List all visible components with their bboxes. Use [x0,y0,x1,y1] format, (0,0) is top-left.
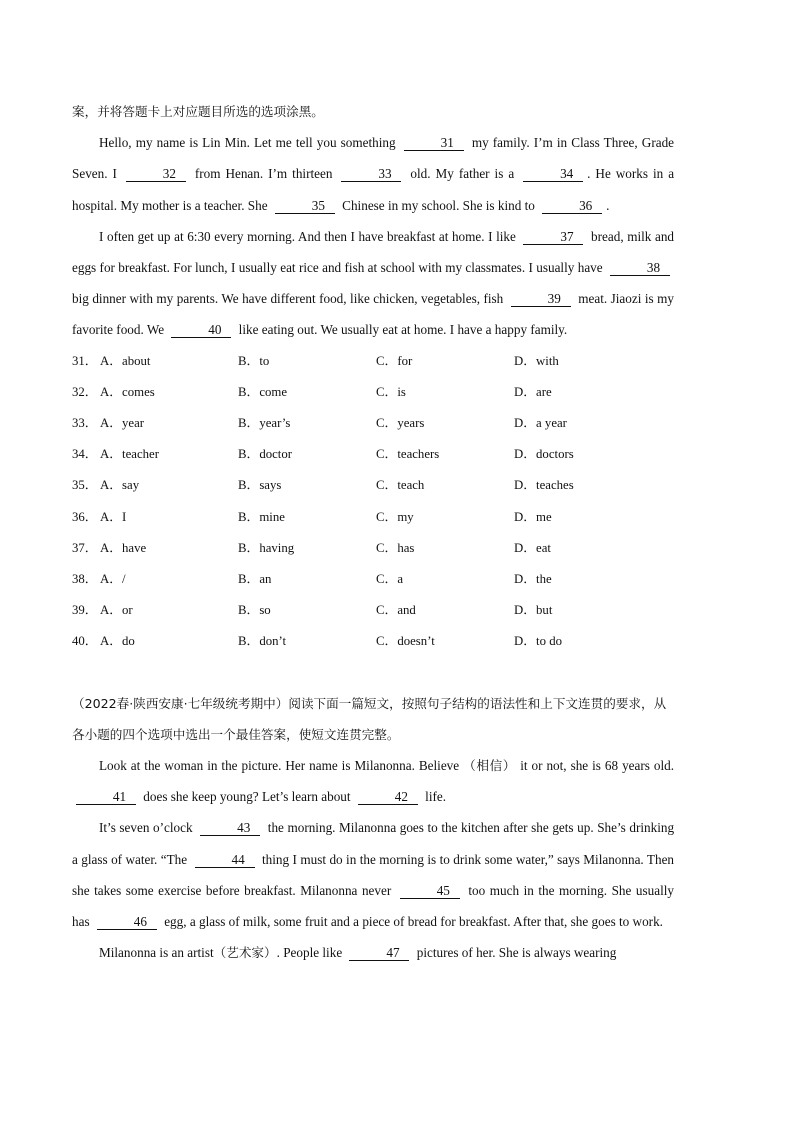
option-row-35: 35． A．say B．says C．teach D．teaches [72,470,674,501]
section-spacer [72,658,674,688]
option-row-40: 40． A．do B．don’t C．doesn’t D．to do [72,626,674,657]
option-b[interactable]: B．having [238,540,295,555]
option-d[interactable]: D．doctors [514,447,574,462]
blank-47[interactable]: 47 [349,946,409,961]
option-d[interactable]: D．but [514,603,553,618]
passage1-paragraph1: Hello, my name is Lin Min. Let me tell you something 31 my family. I’m in Class Three, Grade Seven. I 32 from Henan. I’m thirteen 33 old. My father is a 34 . He works in a hospital. My mother is a teacher. She 35 Chinese in my school. She is kind to 36 . [72,135,675,213]
option-row-36: 36． A．I B．mine C．my D．me [72,502,674,533]
passage2-paragraph2: It’s seven o’clock 43 the morning. Milanonna goes to the kitchen after she gets up. She’s drinking a glass of water. “The 44 thing I must do in the morning is to drink some water,” says Milanonna. Then she takes some exercise before breakfast. Milanonna never 45 too much in the morning. She usually has 46 egg, a glass of milk, some fruit and a piece of bread for breakfast. After that, she goes to work. [72,820,675,929]
option-row-38: 38． A．/ B．an C．a D．the [72,564,674,595]
option-row-37: 37． A．have B．having C．has D．eat [72,533,674,564]
blank-37[interactable]: 37 [523,230,583,245]
option-row-32: 32． A．comes B．come C．is D．are [72,377,674,408]
blank-31[interactable]: 31 [404,136,464,151]
option-d[interactable]: D．teaches [514,478,574,493]
blank-41[interactable]: 41 [76,790,136,805]
option-c[interactable]: C．a [376,571,404,586]
option-b[interactable]: B．doctor [238,447,293,462]
option-c[interactable]: C．is [376,384,406,399]
blank-38[interactable]: 38 [610,261,670,276]
option-c[interactable]: C．for [376,353,413,368]
option-b[interactable]: B．says [238,478,282,493]
option-c[interactable]: C．teachers [376,447,440,462]
option-d[interactable]: D．to do [514,634,562,649]
blank-43[interactable]: 43 [200,821,260,836]
blank-40[interactable]: 40 [171,323,231,338]
option-a[interactable]: A．do [100,634,135,649]
option-row-34: 34． A．teacher B．doctor C．teachers D．doctors [72,439,674,470]
blank-34[interactable]: 34 [523,167,583,182]
blank-39[interactable]: 39 [511,292,571,307]
option-a[interactable]: A．I [100,509,127,524]
option-a[interactable]: A．have [100,540,147,555]
instruction-tail: 案，并将答题卡上对应题目所选的选项涂黑。 [72,104,324,119]
blank-36[interactable]: 36 [542,199,602,214]
blank-44[interactable]: 44 [195,853,255,868]
option-b[interactable]: B．come [238,384,288,399]
passage2-paragraph3: Milanonna is an artist（艺术家）. People like 47 pictures of her. She is always wearing [99,945,617,961]
option-row-39: 39． A．or B．so C．and D．but [72,595,674,626]
option-c[interactable]: C．my [376,509,414,524]
document-page [72,96,674,968]
option-d[interactable]: D．the [514,571,552,586]
passage1-paragraph2: I often get up at 6:30 every morning. And then I have breakfast at home. I like 37 bread, milk and eggs for breakfast. For lunch, I usually eat rice and fish at school with my classmates. I usually have 38 big dinner with my parents. We have different food, like chicken, vegetables, fish 39 meat. Jiaozi is my favorite food. We 40 like eating out. We usually eat at home. I have a happy family. [72,228,675,338]
option-c[interactable]: C．doesn’t [376,634,435,649]
blank-46[interactable]: 46 [97,915,157,930]
option-c[interactable]: C．years [376,416,425,430]
section2-instructions: （2022春·陕西安康·七年级统考期中）阅读下面一篇短文，按照句子结构的语法性和上下文连贯的要求，从各小题的四个选项中选出一个最佳答案，使短文连贯完整。 [72,695,667,742]
option-b[interactable]: B．year’s [238,416,291,430]
option-c[interactable]: C．teach [376,478,425,493]
option-a[interactable]: A．about [100,353,151,368]
option-row-31: 31． A．about B．to C．for D．with [72,346,674,377]
blank-42[interactable]: 42 [358,790,418,805]
option-d[interactable]: D．with [514,353,559,368]
option-a[interactable]: A．comes [100,384,155,399]
option-d[interactable]: D．me [514,509,552,524]
option-b[interactable]: B．an [238,571,272,586]
blank-32[interactable]: 32 [126,167,186,182]
option-a[interactable]: A．year [100,416,145,430]
option-d[interactable]: D．eat [514,540,551,555]
option-b[interactable]: B．mine [238,509,285,524]
option-b[interactable]: B．don’t [238,634,287,649]
option-a[interactable]: A．/ [100,571,126,586]
options-list [72,346,674,658]
option-c[interactable]: C．and [376,603,416,618]
option-d[interactable]: D．are [514,384,552,399]
option-b[interactable]: B．so [238,603,271,618]
blank-45[interactable]: 45 [400,884,460,899]
option-a[interactable]: A．teacher [100,447,159,462]
option-a[interactable]: A．or [100,603,133,618]
option-a[interactable]: A．say [100,478,140,493]
blank-33[interactable]: 33 [341,167,401,182]
option-c[interactable]: C．has [376,540,415,555]
option-d[interactable]: D．a year [514,416,567,430]
option-row-33: 33． A．year B．year’s C．years D．a year [72,408,674,439]
option-b[interactable]: B．to [238,353,270,368]
passage2-paragraph1: Look at the woman in the picture. Her name is Milanonna. Believe （相信） it or not, she is 68 years old. 41 does she keep young? Let’s learn about 42 life. [72,750,674,812]
blank-35[interactable]: 35 [275,199,335,214]
